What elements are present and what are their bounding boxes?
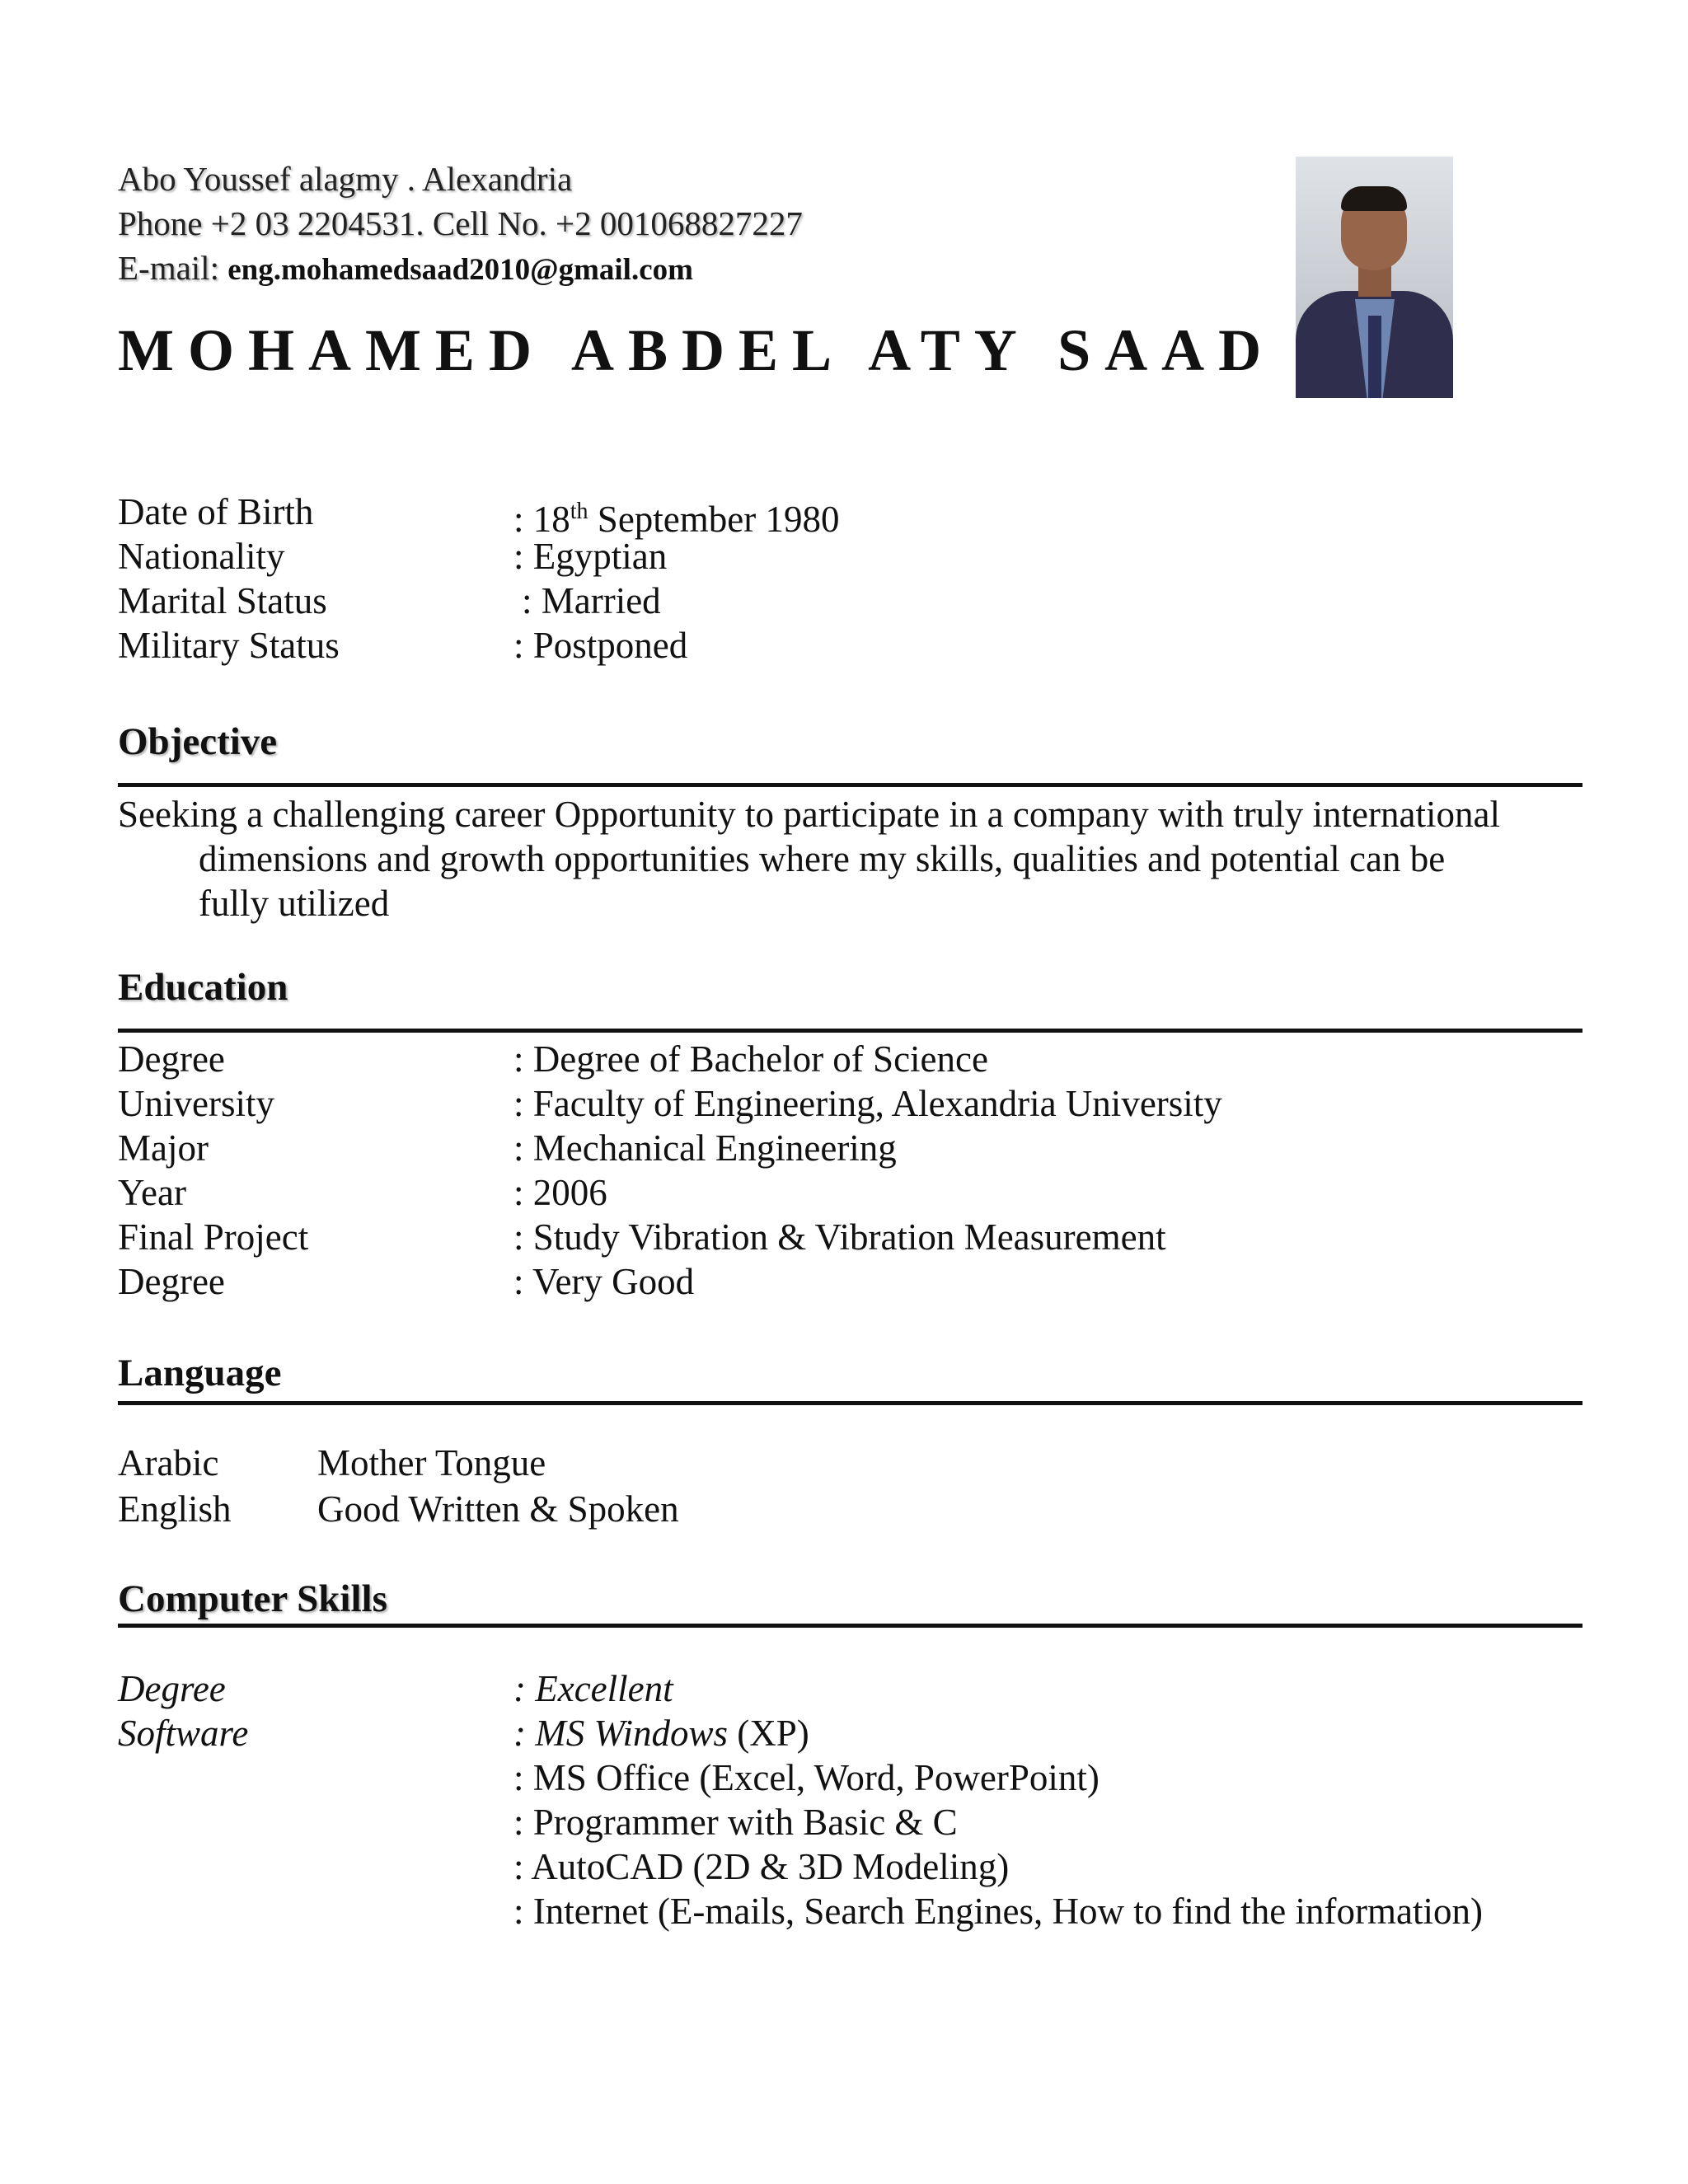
detail-value: : 18th September 1980 (513, 499, 840, 540)
profile-photo (1296, 157, 1453, 398)
detail-value: : Egyptian (513, 536, 668, 577)
email-line (118, 246, 803, 293)
language-heading: Language (118, 1352, 282, 1394)
section-divider (118, 783, 1582, 787)
detail-label: Military Status (118, 625, 340, 666)
email-address: eng.mohamedsaad2010@gmail.com (227, 253, 693, 287)
resume-page: Abo Youssef alagmy . Alexandria Phone +2 03 2204531. Cell No. +2 001068827227 E-mail: eng.mohamedsaad2010@gmail.com MOHAMED ABDEL ATY SAAD Date of Birth : 18th September 1980 Nationality : Egyptian Marital Status : Married Military Status : Postponed Objective Seeking a challenging career Opportunity to participate in a company with truly international dimensions and growth opportunities where my skills, qualities and potential can be fully utilized Education Degree : Degree of Bachelor of Science University : Faculty of Engineering, Alexandria University Major : Mechanical Engineering Year : 2006 Final Project : Study Vibration & Vibration Measurement Degree : Very Good Language Arabic Mother Tongue English Good Written & Spoken Computer Skills Degree : Excellent Software : MS Windows (XP) : MS Office (Excel, Word, PowerPoint) : Programmer with Basic & C : AutoCAD (2D & 3D Modeling) : Internet (E-mails, Search Engines, How to find the information) (0, 0, 1688, 2184)
section-divider (118, 1029, 1582, 1033)
phone-line: Phone +2 03 2204531. Cell No. +2 001068827227 (118, 204, 803, 242)
objective-heading: Objective (118, 720, 278, 763)
objective-text: Seeking a challenging career Opportunity to participate in a company with truly international dimensions and growth opportunities where my skills, qualities and potential can be fully utilized (118, 794, 1500, 924)
section-divider (118, 1624, 1582, 1628)
address: Abo Youssef alagmy . Alexandria (118, 160, 573, 198)
detail-label: Marital Status (118, 580, 327, 621)
email-label: E-mail: (118, 249, 228, 287)
section-divider (118, 1401, 1582, 1405)
computer-skills-heading: Computer Skills (118, 1577, 387, 1620)
contact-block (118, 157, 803, 293)
detail-value: : Postponed (513, 625, 688, 666)
detail-value: : Married (522, 580, 661, 621)
detail-label: Nationality (118, 536, 285, 577)
detail-label: Date of Birth (118, 491, 314, 532)
applicant-name: MOHAMED ABDEL ATY SAAD (118, 317, 1276, 383)
education-heading: Education (118, 966, 288, 1009)
